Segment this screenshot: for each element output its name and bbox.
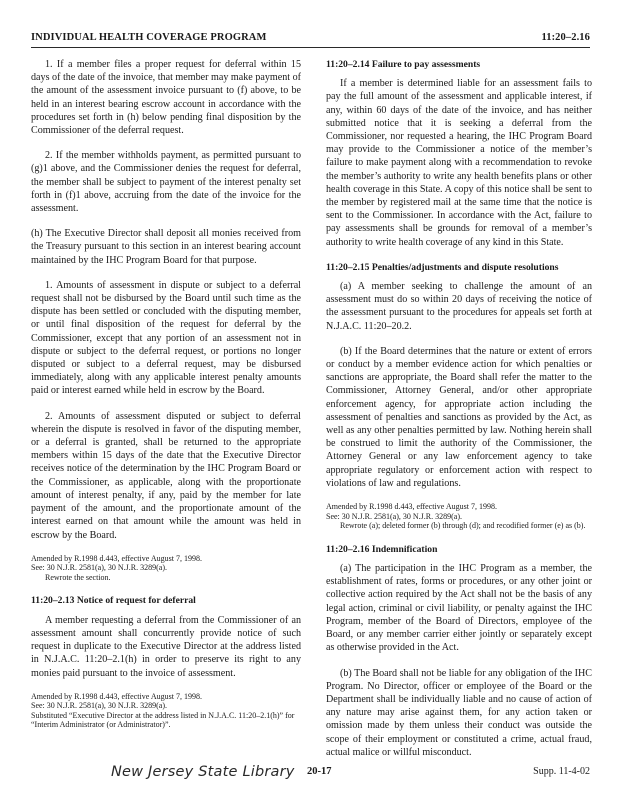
amendment-line: Amended by R.1998 d.443, effective August 7, 1998.	[31, 553, 202, 563]
left-column	[31, 58, 301, 742]
paragraph-2-14: If a member is determined liable for an assessment fails to pay the full amount of the assessment and applicable interest, if any, within 60 days of the date of the invoice, and has neither submitted notice that it is seeking a deferral from the Commissioner, nor requested a hearing, the IHC Program Board may provide to the Commissioner a notice of the member’s failure to make payment along with a recommendation to revoke the member’s authority to write any health benefits plans or other health coverage in this State. A copy of this notice shall be sent to the member by registered mail at the same time that the notice is sent to the Commissioner. In accordance with the Act, failure to pay assessments shall be grounds for removal of a member’s authority to write health coverage of any kind in this State.	[326, 78, 592, 248]
header-section-number: 11:20–2.16	[541, 32, 590, 43]
amendment-note	[31, 554, 301, 583]
amendment-line: Amended by R.1998 d.443, effective August 7, 1998.	[31, 691, 202, 701]
change-line: Substituted “Executive Director at the address listed in N.J.A.C. 11:20–2.1(h)” for “Interim Administrator (or Administrator)”.	[31, 710, 295, 730]
header-rule	[31, 47, 590, 48]
paragraph-h2: 2. Amounts of assessment disputed or subject to deferral wherein the dispute is resolved in favor of the disputing member, or a deferral is granted, shall be returned to the appropriate members within 15 days of the date that the Executive Director receives notice of the determination by the IHC Program Board or the Commissioner, as applicable, along with the proportionate amount of interest penalty, if any, paid by the member for late payment of the amount, and the proportionate amount of the interest earned on that amount while the amount was held in escrow by the Board.	[31, 410, 301, 541]
amendment-line: Amended by R.1998 d.443, effective August 7, 1998.	[326, 502, 497, 512]
section-heading-2-16: 11:20–2.16 Indemnification	[326, 543, 438, 555]
paragraph-2-16-b: (b) The Board shall not be liable for any obligation of the IHC Program. No Director, officer or employee of the Board or the Department shall be individually liable and no cause of action of any nature may arise against them, for any action taken or omission made by them unless their conduct was outside the scope of their employment or constituted a crime, actual fraud, actual malice or willful misconduct.	[326, 667, 592, 758]
paragraph-2-15-a: (a) A member seeking to challenge the amount of an assessment must do so within 20 days of receiving the notice of the assessment pursuant to the procedures for appeals set forth at N.J.A.C. 11:20–20.2.	[326, 281, 592, 332]
amendment-note	[31, 692, 301, 730]
section-heading-2-15: 11:20–2.15 Penalties/adjustments and dispute resolutions	[326, 261, 559, 273]
change-line: Rewrote (a); deleted former (b) through (d); and recodified former (e) as (b).	[340, 521, 586, 531]
citation-line: See: 30 N.J.R. 2581(a), 30 N.J.R. 3289(a).	[326, 511, 462, 521]
paragraph-h1: 1. Amounts of assessment in dispute or subject to a deferral request shall not be disbursed by the Board until such time as the dispute has been settled or concluded with the disputing member, or until final disposition of the request for deferral by the Commissioner, except that any portion of an assessment not in dispute or subject to the deferral request, or portions no longer disputed or subject to a deferral request, may be disbursed immediately, along with any applicable interest penalty amounts paid or interest earned while held in escrow by the Board.	[31, 279, 301, 397]
paragraph-2-15-b: (b) If the Board determines that the nature or extent of errors or conduct by a member evidence action for which penalties or sanctions are appropriate, the Board shall refer the matter to the Commissioner, Attorney General, and/or other appropriate enforcement agency, for appropriate action including the assessment of penalties and sanctions as provided by the Act, as well as any other penalties permitted by law. Nothing herein shall be construed to limit the authority of the Commissioner, the Attorney General or any law enforcement agency to take appropriate regulatory or enforcement action with respect to violations of law and regulations.	[326, 345, 592, 489]
section-heading-2-14: 11:20–2.14 Failure to pay assessments	[326, 59, 481, 70]
right-column	[326, 58, 592, 771]
amendment-note	[326, 502, 592, 531]
section-heading-2-13: 11:20–2.13 Notice of request for deferral	[31, 595, 196, 607]
library-stamp: New Jersey State Library	[111, 764, 295, 780]
change-line: Rewrote the section.	[45, 572, 111, 582]
paragraph-h: (h) The Executive Director shall deposit all monies received from the Treasury pursuant to this section in an interest bearing account maintained by the IHC Program Board for that purpose.	[31, 228, 301, 266]
page-number: 20-17	[307, 766, 332, 777]
citation-line: See: 30 N.J.R. 2581(a), 30 N.J.R. 3289(a).	[31, 563, 167, 573]
paragraph-2-16-a: (a) The participation in the IHC Program as a member, the establishment of rates, forms or procedures, or any other joint or collective action required by the Act shall not be the basis of any legal action, criminal or civil liability, or penalty against the IHC Program, member of the Board of Directors, employee of the Board, or any member carrier either jointly or separately except as otherwise provided in the Act.	[326, 563, 592, 654]
header-title: INDIVIDUAL HEALTH COVERAGE PROGRAM	[31, 32, 267, 43]
running-header	[31, 32, 590, 46]
citation-line: See: 30 N.J.R. 2581(a), 30 N.J.R. 3289(a).	[31, 701, 167, 711]
supplement-date: Supp. 11-4-02	[533, 766, 590, 777]
paragraph-g1: 1. If a member files a proper request for deferral within 15 days of the date of the invoice, that member may make payment of the amount of the assessment invoice pursuant to (f) above, to be held in an interest bearing escrow account in accordance with the procedures set forth in (h) below pending final disposition by the Commissioner of the deferral request.	[31, 59, 301, 137]
paragraph-g2: 2. If the member withholds payment, as permitted pursuant to (g)1 above, and the Commissioner denies the request for deferral, the member shall be subject to payment of the interest penalty set forth in (f)1 above, accruing from the date of the invoice for the assessment.	[31, 150, 301, 215]
paragraph-2-13: A member requesting a deferral from the Commissioner of an assessment amount shall concurrently provide notice of such request in duplicate to the Executive Director at the address listed in N.J.A.C. 11:20–2.1(h) in order to preserve its right to any monies paid pursuant to the invoice of assessment.	[31, 614, 301, 679]
page-footer	[0, 764, 624, 786]
